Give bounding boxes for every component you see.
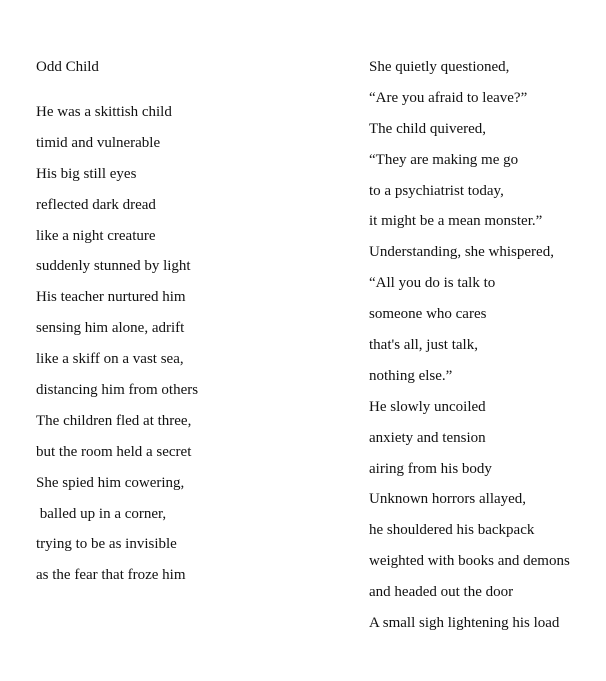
poem-line: Understanding, she whispered, [369, 244, 554, 261]
poem-line: it might be a mean monster.” [369, 213, 543, 230]
poem-line: His teacher nurtured him [36, 289, 186, 306]
poem-line: He slowly uncoiled [369, 398, 486, 415]
poem-line: reflected dark dread [36, 196, 156, 213]
poem-line: “They are making me go [369, 151, 519, 168]
poem-line: The child quivered, [369, 120, 487, 137]
poem-line: to a psychiatrist today, [369, 182, 504, 199]
poem-line: He was a skittish child [36, 104, 172, 120]
poem-line: anxiety and tension [369, 429, 486, 446]
poem-line: that's all, just talk, [369, 337, 478, 354]
poem-line: Unknown horrors allayed, [369, 491, 527, 508]
poem-line: balled up in a corner, [36, 505, 167, 522]
poem-line: A small sigh lightening his load [369, 615, 560, 632]
poem-line: he shouldered his backpack [369, 522, 535, 539]
poem-right-stanza [369, 58, 570, 645]
poem-line: and headed out the door [369, 584, 514, 601]
poem-line: His big still eyes [36, 165, 137, 182]
poem-left-stanza [36, 103, 198, 597]
poem-line: “Are you afraid to leave?” [369, 89, 528, 106]
poem-line: like a skiff on a vast sea, [36, 351, 184, 368]
poem-line: The children fled at three, [36, 412, 192, 429]
poem-line: weighted with books and demons [369, 553, 570, 570]
poem-line: like a night creature [36, 227, 156, 244]
poem-line: someone who cares [369, 306, 487, 323]
poem-line: timid and vulnerable [36, 134, 161, 151]
poem-line: She quietly questioned, [369, 59, 510, 75]
poem-line: suddenly stunned by light [36, 258, 191, 275]
poem-title: Odd Child [36, 59, 99, 75]
poem-line: She spied him cowering, [36, 474, 185, 491]
poem-line: trying to be as invisible [36, 536, 177, 553]
poem-line: distancing him from others [36, 382, 199, 399]
poem-line: sensing him alone, adrift [36, 320, 185, 337]
poem-line: “All you do is talk to [369, 275, 496, 292]
poem-line: but the room held a secret [36, 443, 192, 460]
poem-line: airing from his body [369, 460, 492, 477]
poem-line: as the fear that froze him [36, 567, 186, 584]
poem-line: nothing else.” [369, 367, 453, 384]
